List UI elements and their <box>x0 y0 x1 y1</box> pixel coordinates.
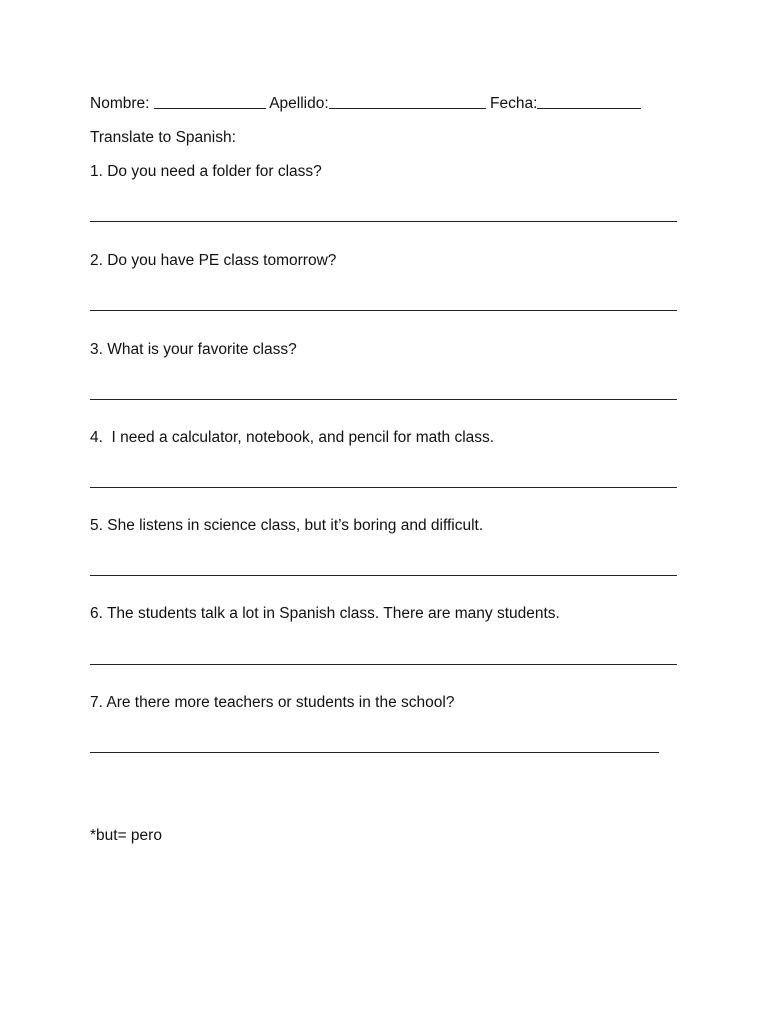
vocab-note: *but= pero <box>90 827 162 844</box>
header-row <box>90 94 641 114</box>
answer-line-6[interactable] <box>90 664 677 665</box>
question-4: 4. I need a calculator, notebook, and pencil for math class. <box>90 429 495 446</box>
question-5: 5. She listens in science class, but it’s boring and difficult. <box>90 517 484 534</box>
question-6: 6. The students talk a lot in Spanish class. There are many students. <box>90 605 560 622</box>
question-1: 1. Do you need a folder for class? <box>90 163 322 180</box>
fecha-blank[interactable] <box>537 108 641 109</box>
apellido-blank[interactable] <box>329 108 486 109</box>
answer-line-2[interactable] <box>90 310 677 311</box>
nombre-blank[interactable] <box>154 108 266 109</box>
answer-line-7[interactable] <box>90 752 659 753</box>
worksheet-page <box>90 0 690 1024</box>
fecha-label: Fecha: <box>489 95 538 112</box>
answer-line-3[interactable] <box>90 399 677 400</box>
question-2: 2. Do you have PE class tomorrow? <box>90 252 337 269</box>
nombre-label: Nombre: <box>90 95 150 112</box>
apellido-label: Apellido: <box>269 95 329 112</box>
answer-line-4[interactable] <box>90 487 677 488</box>
answer-line-1[interactable] <box>90 221 677 222</box>
answer-line-5[interactable] <box>90 575 677 576</box>
question-3: 3. What is your favorite class? <box>90 341 297 358</box>
question-7: 7. Are there more teachers or students in the school? <box>90 694 455 711</box>
instructions: Translate to Spanish: <box>90 129 236 146</box>
